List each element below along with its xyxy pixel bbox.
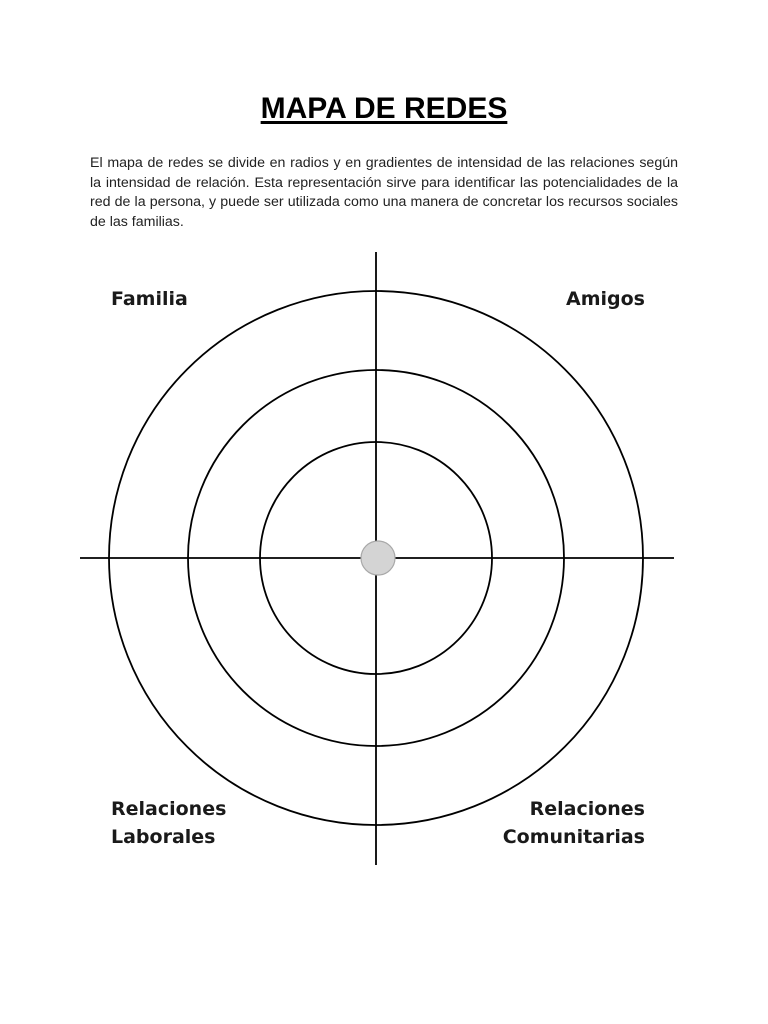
- quadrant-label-comunitarias-line2: Comunitarias: [502, 826, 645, 848]
- quadrant-label-comunitarias-line1: Relaciones: [529, 798, 645, 820]
- quadrant-label-familia: Familia: [111, 288, 188, 310]
- center-node: [361, 541, 395, 575]
- intro-paragraph: El mapa de redes se divide en radios y en gradientes de intensidad de las relaciones según la intensidad de relación. Esta representación sirve para identificar las potencialidades de la red de la persona, y puede ser utilizada como una manera de concretar los recursos sociales de las familias.: [90, 155, 678, 230]
- page-title: MAPA DE REDES: [260, 92, 508, 125]
- quadrant-label-amigos: Amigos: [566, 288, 645, 310]
- quadrant-label-laborales-line1: Relaciones: [111, 798, 227, 820]
- quadrant-label-laborales-line2: Laborales: [111, 826, 216, 848]
